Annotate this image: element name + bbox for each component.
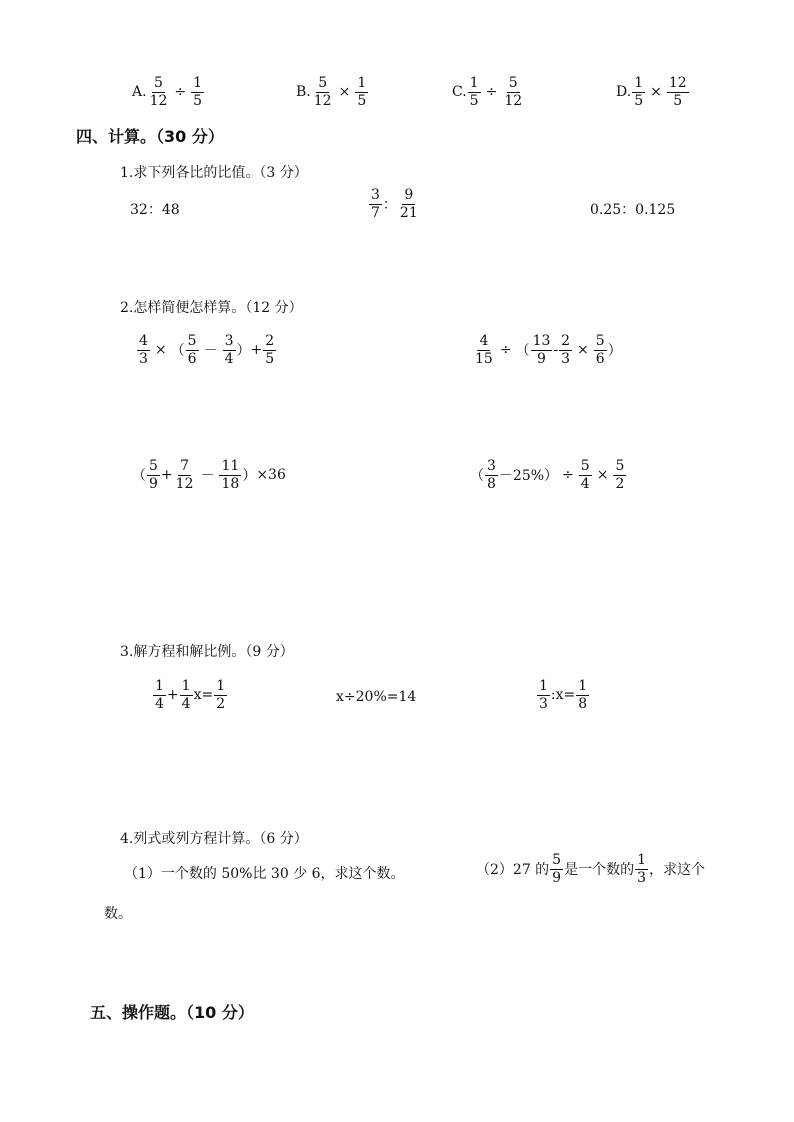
fraction: [579, 459, 592, 491]
fraction: [667, 76, 689, 108]
numerator: 5: [149, 458, 158, 474]
denominator: 2: [216, 695, 226, 712]
fraction: [312, 76, 334, 108]
expression-4: [470, 459, 627, 491]
option-label: C.: [452, 84, 467, 101]
q1-title: 1.求下列各比的比值。（3 分）: [120, 165, 308, 181]
denominator: 12: [504, 92, 523, 109]
fraction: [550, 853, 563, 885]
section-4-title: 四、计算。（30 分）: [76, 127, 224, 146]
numerator: 5: [615, 458, 625, 474]
ratio-2: [368, 188, 421, 220]
numerator: 5: [580, 458, 590, 474]
numerator: 1: [469, 75, 479, 91]
problem-2-suffix: ，求这个: [649, 862, 706, 879]
denominator: 5: [469, 92, 479, 109]
option-label: D.: [616, 84, 632, 101]
paren: （: [470, 468, 484, 485]
fraction: [594, 334, 607, 366]
operator: -: [553, 342, 559, 359]
denominator: 9: [537, 350, 546, 367]
ratio-separator: ：: [382, 197, 397, 214]
option-a: [132, 76, 205, 108]
denominator: 3: [539, 695, 548, 712]
operator: ÷: [174, 84, 187, 101]
q3-title: 3.解方程和解比例。（9 分）: [120, 644, 294, 660]
operator: ×: [650, 84, 662, 101]
equation-3: [536, 679, 590, 711]
denominator: 8: [487, 475, 496, 492]
operator: －: [200, 468, 215, 485]
denominator: 2: [615, 475, 625, 492]
numerator: 4: [139, 333, 148, 349]
option-b: [296, 76, 369, 108]
operator: +: [250, 342, 263, 359]
numerator: 12: [668, 75, 687, 91]
fraction: [191, 76, 204, 108]
numerator: 4: [479, 333, 489, 349]
denominator: 5: [357, 92, 367, 109]
denominator: 4: [580, 475, 590, 492]
fraction: [632, 76, 645, 108]
numerator: 3: [371, 187, 380, 203]
paren: ）: [242, 468, 257, 485]
paren: ）: [236, 343, 251, 360]
denominator: 3: [561, 350, 571, 367]
numerator: 5: [154, 75, 163, 91]
numerator: 5: [595, 333, 605, 349]
fraction: [576, 679, 589, 711]
numerator: 5: [508, 75, 518, 91]
numerator: 11: [221, 458, 240, 474]
fraction: [174, 459, 196, 491]
fraction: [531, 334, 553, 366]
fraction: [137, 334, 150, 366]
fraction: [559, 334, 572, 366]
expression-2: [472, 334, 622, 366]
paren: （: [170, 343, 185, 360]
denominator: 4: [181, 695, 191, 712]
denominator: 5: [193, 92, 203, 109]
operator: ×: [154, 342, 167, 359]
numerator: 5: [187, 333, 197, 349]
problem-2-middle: 是一个数的: [564, 862, 635, 879]
expression-middle: －25%）: [498, 468, 559, 485]
denominator: 6: [187, 350, 197, 367]
numerator: 1: [193, 75, 203, 91]
denominator: 7: [371, 204, 380, 221]
fraction: [502, 76, 524, 108]
denominator: 21: [399, 204, 418, 221]
operator: －: [203, 343, 218, 360]
numerator: 13: [532, 333, 551, 349]
ratio-3: 0.25：0.125: [590, 202, 676, 218]
numerator: 1: [578, 678, 588, 694]
denominator: 9: [552, 869, 562, 886]
operator: ×: [577, 342, 589, 359]
option-label: A.: [132, 84, 147, 101]
operator: ×: [596, 467, 609, 484]
operator: ×: [338, 84, 351, 101]
fraction: [355, 76, 368, 108]
denominator: 3: [637, 869, 647, 886]
ratio-1: 32：48: [130, 202, 180, 218]
fraction: [186, 334, 199, 366]
expression-1: [136, 334, 277, 366]
option-label: B.: [296, 84, 311, 101]
numerator: 1: [155, 678, 164, 694]
denominator: 15: [475, 350, 493, 367]
problem-2: [476, 853, 705, 885]
q4-title: 4.列式或列方程计算。（6 分）: [120, 831, 308, 847]
option-d: [616, 76, 690, 108]
fraction: [613, 459, 626, 491]
denominator: 3: [139, 350, 148, 367]
numerator: 2: [265, 333, 275, 349]
paren: （: [132, 468, 146, 485]
numerator: 3: [487, 458, 496, 474]
denominator: 12: [149, 92, 168, 109]
fraction: [369, 188, 382, 220]
fraction: [223, 334, 236, 366]
fraction: [148, 76, 170, 108]
numerator: 1: [539, 678, 548, 694]
denominator: 9: [149, 475, 158, 492]
fraction: [537, 679, 550, 711]
denominator: 5: [673, 92, 683, 109]
equation-middle: x=: [193, 687, 214, 704]
numerator: 1: [357, 75, 367, 91]
fraction: [468, 76, 481, 108]
denominator: 5: [265, 350, 275, 367]
equation-1: [152, 679, 228, 711]
numerator: 1: [637, 852, 647, 868]
problem-2-prefix: （2）27 的: [476, 862, 550, 879]
denominator: 8: [578, 695, 588, 712]
expression-3: [132, 459, 286, 491]
q2-title: 2.怎样简便怎样算。（12 分）: [120, 300, 303, 316]
fraction: [473, 334, 495, 366]
numerator: 9: [404, 187, 414, 203]
fraction: [153, 679, 166, 711]
paren: ）: [607, 343, 622, 360]
numerator: 3: [224, 333, 234, 349]
fraction: [147, 459, 160, 491]
numerator: 1: [181, 678, 191, 694]
numerator: 1: [216, 678, 226, 694]
problem-2-continuation: 数。: [104, 906, 132, 922]
equation-middle: :x=: [550, 687, 576, 704]
operator: +: [160, 467, 173, 484]
fraction: [219, 459, 241, 491]
operator: ÷: [499, 342, 512, 359]
numerator: 7: [180, 458, 190, 474]
fraction: [214, 679, 227, 711]
paren: （: [515, 343, 530, 360]
option-c: [452, 76, 525, 108]
operator: ÷: [562, 467, 574, 484]
numerator: 2: [561, 333, 571, 349]
problem-1: （1）一个数的 50%比 30 少 6，求这个数。: [124, 866, 405, 882]
expression-tail: ×36: [256, 467, 286, 484]
operator: ÷: [485, 84, 498, 101]
fraction: [398, 188, 420, 220]
section-5-title: 五、操作题。（10 分）: [90, 1003, 254, 1022]
fraction: [263, 334, 276, 366]
denominator: 4: [155, 695, 164, 712]
fraction: [635, 853, 648, 885]
denominator: 12: [175, 475, 194, 492]
numerator: 5: [552, 852, 562, 868]
operator: +: [166, 687, 179, 704]
denominator: 12: [313, 92, 332, 109]
denominator: 6: [595, 350, 605, 367]
fraction: [180, 679, 193, 711]
fraction: [485, 459, 498, 491]
numerator: 5: [318, 75, 328, 91]
equation-2: x÷20%=14: [336, 689, 417, 705]
numerator: 1: [634, 75, 644, 91]
denominator: 18: [221, 475, 240, 492]
denominator: 4: [224, 350, 234, 367]
denominator: 5: [634, 92, 644, 109]
